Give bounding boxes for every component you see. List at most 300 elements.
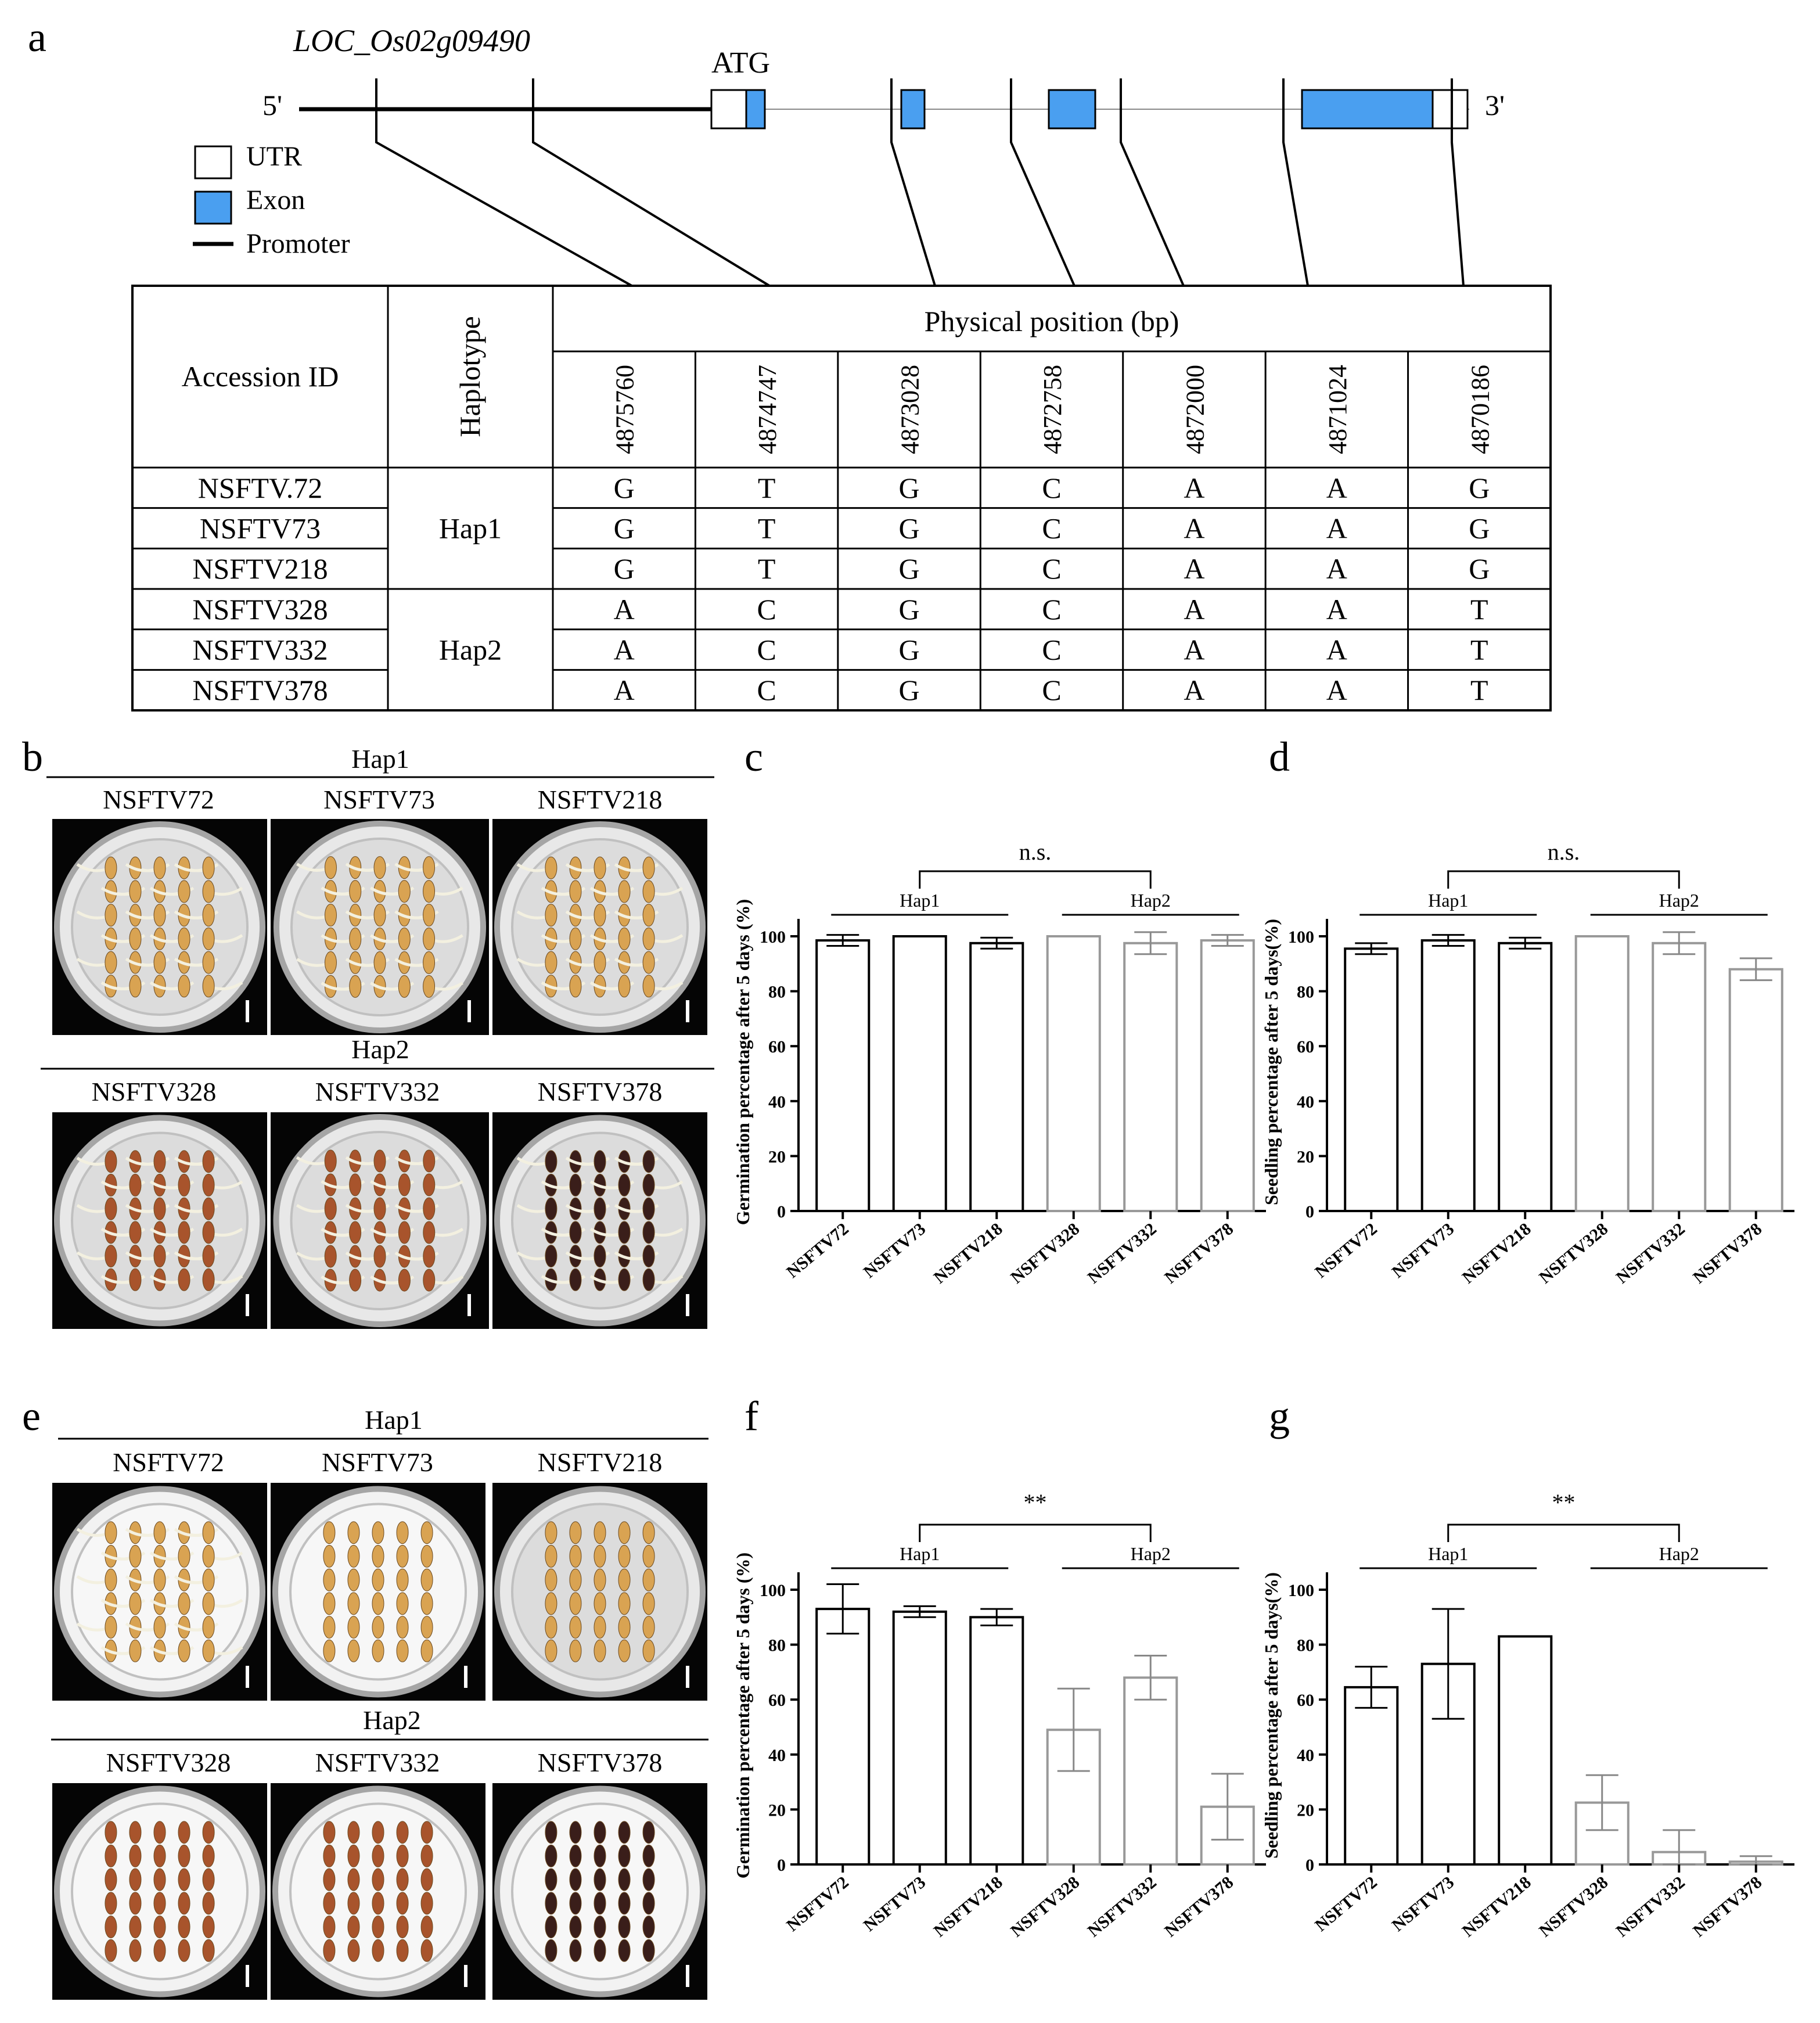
bar-nsftv73: [1422, 940, 1474, 1211]
y-tick-label: 80: [1297, 1636, 1314, 1655]
seed: [643, 951, 654, 973]
x-tick-label: NSFTV332: [1084, 1873, 1160, 1941]
seed: [130, 1869, 141, 1891]
petri-dish-photo: [52, 1483, 267, 1701]
seed: [594, 1845, 606, 1867]
seed: [618, 928, 630, 950]
seed: [618, 1616, 630, 1638]
seed: [570, 928, 581, 950]
seed: [421, 1545, 433, 1567]
x-tick-label: NSFTV378: [1689, 1873, 1766, 1941]
seed: [594, 1939, 606, 1961]
seed: [421, 1821, 433, 1844]
seed: [397, 1593, 408, 1615]
seed: [130, 1593, 141, 1615]
allele-cell: G: [898, 633, 920, 666]
five-prime-label: 5': [262, 89, 283, 121]
seed: [594, 904, 606, 926]
seed: [178, 1545, 190, 1567]
seed: [203, 1593, 214, 1615]
significance-bracket: [920, 871, 1151, 889]
seed: [570, 975, 581, 997]
seed: [618, 1593, 630, 1615]
exon-3-box: [1049, 90, 1095, 128]
seed: [130, 1821, 141, 1844]
seed: [594, 1569, 606, 1591]
seed: [545, 1593, 557, 1615]
petri-dish-photo: [271, 1112, 489, 1329]
seed: [643, 1916, 654, 1938]
seed: [643, 1616, 654, 1638]
position-header: 4871024: [1323, 365, 1352, 454]
seed: [325, 1150, 336, 1172]
seed: [643, 1640, 654, 1662]
allele-cell: T: [1470, 633, 1488, 666]
haplotype-table: [132, 286, 1551, 710]
seed: [203, 1545, 214, 1567]
seed: [570, 1569, 581, 1591]
e-hap2-photos: [52, 1783, 707, 2000]
seed: [643, 857, 654, 879]
significance-label: **: [1552, 1489, 1576, 1515]
seed: [397, 1821, 408, 1844]
seed: [372, 1569, 384, 1591]
seed: [398, 1269, 410, 1291]
seed: [154, 951, 166, 973]
seed: [154, 857, 166, 879]
bar-nsftv218: [1499, 943, 1551, 1211]
seed: [130, 1545, 141, 1567]
allele-cell: A: [1326, 674, 1347, 707]
bar-nsftv73: [894, 936, 946, 1211]
allele-cell: A: [1326, 471, 1347, 504]
b-hap2-photos: [52, 1112, 707, 1329]
seed: [178, 1869, 190, 1891]
seed: [130, 1939, 141, 1961]
chart-g: [1261, 1489, 1794, 1941]
y-tick-label: 0: [777, 1856, 786, 1875]
gene-name: LOC_Os02g09490: [293, 23, 531, 58]
seed: [423, 1150, 435, 1172]
petri-dish-photo: [52, 819, 267, 1035]
accession-id-cell: NSFTV73: [199, 512, 321, 545]
seed: [105, 1198, 117, 1220]
seed: [154, 1892, 166, 1914]
seed: [397, 1845, 408, 1867]
seed: [421, 1916, 433, 1938]
seed: [423, 881, 435, 903]
y-tick-label: 40: [768, 1092, 786, 1112]
bar-nsftv332: [1653, 943, 1705, 1211]
accession-id-cell: NSFTV.72: [197, 471, 323, 504]
allele-cell: C: [1042, 552, 1062, 585]
seed: [325, 1245, 336, 1267]
exon-2-box: [901, 90, 925, 128]
significance-bracket: [1448, 871, 1679, 889]
panel-b: [22, 734, 714, 1329]
seed: [398, 975, 410, 997]
x-tick-label: NSFTV73: [859, 1873, 930, 1935]
seed: [570, 1916, 581, 1938]
seed: [203, 1174, 214, 1196]
seed: [154, 1845, 166, 1867]
seed: [374, 904, 386, 926]
bar-nsftv332: [1124, 1677, 1177, 1864]
seed: [323, 1593, 335, 1615]
hap2-group-label: Hap2: [1130, 890, 1171, 911]
y-tick-label: 0: [777, 1202, 786, 1221]
seed: [105, 904, 117, 926]
significance-label: n.s.: [1019, 839, 1052, 865]
seed: [423, 951, 435, 973]
seed: [105, 1616, 117, 1638]
petri-dish-photo: [492, 1783, 707, 2000]
seed: [397, 1522, 408, 1544]
bar-nsftv72: [817, 940, 869, 1211]
seed: [643, 1845, 654, 1867]
seed: [154, 1522, 166, 1544]
x-tick-label: NSFTV73: [859, 1219, 930, 1282]
three-prime-label: 3': [1485, 89, 1505, 121]
legend-utr-swatch: [195, 146, 231, 178]
seed: [423, 1245, 435, 1267]
x-tick-label: NSFTV218: [930, 1219, 1006, 1288]
seed: [398, 928, 410, 950]
seed: [105, 1522, 117, 1544]
allele-cell: T: [757, 471, 776, 504]
seed: [398, 1174, 410, 1196]
seed: [570, 1845, 581, 1867]
seed: [618, 1174, 630, 1196]
seed: [618, 1569, 630, 1591]
allele-cell: T: [1470, 674, 1488, 707]
allele-cell: C: [757, 674, 776, 707]
chart-f: [732, 1489, 1266, 1941]
position-header: 4872758: [1038, 365, 1067, 454]
allele-cell: C: [1042, 633, 1062, 666]
x-tick-label: NSFTV328: [1535, 1219, 1612, 1288]
seed: [643, 1892, 654, 1914]
seed: [203, 1916, 214, 1938]
allele-cell: A: [1326, 633, 1347, 666]
seed: [618, 1522, 630, 1544]
petri-dish-photo: [492, 819, 707, 1035]
seed: [323, 1569, 335, 1591]
seed: [323, 1845, 335, 1867]
seed: [325, 857, 336, 879]
seed: [323, 1640, 335, 1662]
y-tick-label: 100: [1288, 1581, 1314, 1600]
bar-nsftv332: [1124, 943, 1177, 1211]
seed: [421, 1569, 433, 1591]
seed: [178, 928, 190, 950]
seed: [545, 1616, 557, 1638]
seed: [421, 1869, 433, 1891]
y-tick-label: 40: [1297, 1092, 1314, 1112]
seed: [618, 881, 630, 903]
hap1-group-label: Hap1: [900, 890, 940, 911]
seed: [130, 975, 141, 997]
seed: [397, 1640, 408, 1662]
seed: [618, 1939, 630, 1961]
bar-nsftv218: [970, 1617, 1023, 1864]
x-tick-label: NSFTV328: [1007, 1219, 1084, 1288]
seed: [203, 1269, 214, 1291]
y-tick-label: 20: [1297, 1147, 1314, 1167]
seed: [323, 1522, 335, 1544]
seed: [423, 1221, 435, 1244]
seed: [545, 1151, 557, 1173]
position-header: 4874747: [753, 365, 782, 454]
x-tick-label: NSFTV328: [1007, 1873, 1084, 1941]
seed: [618, 1221, 630, 1244]
allele-cell: T: [757, 512, 776, 545]
seed: [323, 1916, 335, 1938]
seed: [178, 1892, 190, 1914]
seed: [372, 1892, 384, 1914]
chart-d: [1261, 839, 1794, 1288]
seed: [372, 1869, 384, 1891]
seed: [545, 1821, 557, 1844]
seed: [178, 1939, 190, 1961]
seed: [643, 1821, 654, 1844]
hap2-group-label: Hap2: [1659, 1543, 1699, 1564]
seed: [423, 1198, 435, 1220]
y-tick-label: 100: [760, 1581, 786, 1600]
accession-id-cell: NSFTV328: [192, 592, 328, 626]
seed: [105, 1869, 117, 1891]
seed: [178, 1174, 190, 1196]
seed: [348, 1869, 359, 1891]
seed: [203, 1522, 214, 1544]
x-tick-label: NSFTV332: [1084, 1219, 1160, 1288]
seed: [105, 1569, 117, 1591]
bar-nsftv328: [1048, 936, 1100, 1211]
seed: [545, 1522, 557, 1544]
significance-label: n.s.: [1547, 839, 1580, 865]
seed: [178, 1821, 190, 1844]
seed: [350, 1174, 361, 1196]
accession-id-cell: NSFTV378: [192, 674, 328, 707]
allele-cell: A: [1184, 592, 1205, 626]
legend-exon-swatch: [195, 192, 231, 224]
e-label-nsftv218: NSFTV218: [537, 1447, 663, 1477]
allele-cell: C: [1042, 674, 1062, 707]
seed: [348, 1522, 359, 1544]
seed: [154, 1869, 166, 1891]
seed: [398, 881, 410, 903]
seed: [372, 1845, 384, 1867]
petri-dish-photo: [271, 819, 489, 1035]
seed: [374, 1150, 386, 1172]
seed: [203, 1569, 214, 1591]
seed: [323, 1939, 335, 1961]
seed: [325, 1198, 336, 1220]
b-label-nsftv332: NSFTV332: [315, 1077, 440, 1106]
panel-letter-g: g: [1269, 1393, 1290, 1439]
allele-cell: G: [898, 512, 920, 545]
allele-cell: A: [1326, 592, 1347, 626]
seed: [203, 1845, 214, 1867]
seed: [203, 1221, 214, 1244]
allele-cell: C: [1042, 592, 1062, 626]
y-axis-label: Seedling percentage after 5 days(%): [1261, 919, 1282, 1205]
x-tick-label: NSFTV378: [1689, 1219, 1766, 1288]
seed: [545, 1845, 557, 1867]
seed: [372, 1545, 384, 1567]
haplotype-cell: Hap1: [438, 512, 502, 545]
seed: [372, 1916, 384, 1938]
x-tick-label: NSFTV72: [783, 1219, 853, 1282]
seed: [154, 1245, 166, 1267]
e-label-nsftv73: NSFTV73: [322, 1447, 433, 1477]
seed: [594, 1545, 606, 1567]
seed: [643, 1939, 654, 1961]
seed: [398, 1221, 410, 1244]
seed: [545, 1198, 557, 1220]
bar-nsftv72: [817, 1609, 869, 1864]
seed: [105, 951, 117, 973]
e-label-nsftv378: NSFTV378: [537, 1748, 663, 1777]
header-haplotype: Haplotype: [454, 316, 486, 437]
seed: [348, 1593, 359, 1615]
hap1-group-label: Hap1: [1428, 890, 1469, 911]
panel-letter-c: c: [744, 734, 763, 780]
panel-letter-d: d: [1269, 734, 1290, 780]
seed: [203, 975, 214, 997]
seed: [372, 1640, 384, 1662]
seed: [570, 1869, 581, 1891]
seed: [203, 1869, 214, 1891]
allele-cell: C: [1042, 471, 1062, 504]
b-label-nsftv73: NSFTV73: [323, 785, 435, 814]
seed: [350, 1221, 361, 1244]
seed: [154, 904, 166, 926]
seed: [203, 1640, 214, 1662]
seed: [643, 975, 654, 997]
allele-cell: G: [898, 471, 920, 504]
allele-cell: G: [1469, 471, 1490, 504]
panel-letter-a: a: [28, 14, 46, 60]
seed: [618, 975, 630, 997]
y-axis-label: Germination percentage after 5 days (%): [732, 899, 753, 1226]
gene-legend: [193, 141, 350, 259]
seed: [618, 1821, 630, 1844]
seed: [178, 1269, 190, 1291]
allele-cell: C: [757, 592, 776, 626]
position-header: 4870186: [1466, 365, 1495, 454]
seed: [594, 1245, 606, 1267]
panel-letter-b: b: [22, 734, 43, 780]
seed: [372, 1939, 384, 1961]
seed: [130, 1174, 141, 1196]
seed: [423, 1269, 435, 1291]
seed: [154, 1569, 166, 1591]
seed: [203, 1151, 214, 1173]
header-accession-id: Accession ID: [181, 360, 339, 393]
bar-nsftv218: [1499, 1636, 1551, 1864]
seed: [421, 1616, 433, 1638]
seed: [570, 1221, 581, 1244]
seed: [594, 1821, 606, 1844]
y-tick-label: 20: [1297, 1801, 1314, 1820]
seed: [372, 1616, 384, 1638]
e-hap1-photos: [52, 1483, 707, 1701]
seed: [643, 1174, 654, 1196]
bar-nsftv73: [894, 1612, 946, 1864]
seed: [374, 1245, 386, 1267]
seed: [203, 1939, 214, 1961]
seed: [323, 1545, 335, 1567]
seed: [421, 1939, 433, 1961]
seed: [397, 1616, 408, 1638]
seed: [130, 1221, 141, 1244]
seed: [594, 1916, 606, 1938]
seed: [178, 881, 190, 903]
seed: [570, 1522, 581, 1544]
position-header: 4873028: [895, 365, 925, 454]
seed: [643, 1198, 654, 1220]
y-tick-label: 0: [1305, 1202, 1314, 1221]
seed: [154, 1151, 166, 1173]
utr-5-box: [711, 90, 746, 128]
seed: [154, 1198, 166, 1220]
seed: [643, 1869, 654, 1891]
y-axis-label: Seedling percentage after 5 days(%): [1261, 1572, 1282, 1859]
significance-label: **: [1023, 1489, 1047, 1515]
seed: [325, 951, 336, 973]
seed: [643, 1221, 654, 1244]
seed: [594, 1892, 606, 1914]
x-tick-label: NSFTV72: [1311, 1219, 1381, 1282]
seed: [421, 1845, 433, 1867]
seed: [618, 1916, 630, 1938]
seed: [421, 1593, 433, 1615]
e-label-nsftv328: NSFTV328: [106, 1748, 231, 1777]
accession-id-cell: NSFTV218: [192, 552, 328, 585]
x-tick-label: NSFTV218: [1458, 1873, 1535, 1941]
chart-c: [732, 839, 1266, 1288]
seed: [348, 1616, 359, 1638]
seed: [203, 904, 214, 926]
seed: [105, 1916, 117, 1938]
seed: [350, 881, 361, 903]
seed: [323, 1821, 335, 1844]
atg-label: ATG: [711, 46, 771, 80]
bar-nsftv72: [1345, 948, 1397, 1211]
seed: [130, 1916, 141, 1938]
x-tick-label: NSFTV378: [1161, 1873, 1238, 1941]
seed: [545, 1545, 557, 1567]
seed: [545, 1892, 557, 1914]
accession-id-cell: NSFTV332: [192, 633, 328, 666]
allele-cell: G: [613, 471, 635, 504]
allele-cell: A: [1184, 471, 1205, 504]
seed: [203, 857, 214, 879]
seed: [105, 857, 117, 879]
bar-nsftv218: [970, 943, 1023, 1211]
seed: [105, 1151, 117, 1173]
seed: [570, 1939, 581, 1961]
seed: [348, 1569, 359, 1591]
seed: [618, 1869, 630, 1891]
seed: [374, 951, 386, 973]
seed: [421, 1522, 433, 1544]
b-label-nsftv378: NSFTV378: [537, 1077, 663, 1106]
seed: [178, 1916, 190, 1938]
bar-nsftv378: [1202, 940, 1254, 1211]
x-tick-label: NSFTV332: [1612, 1219, 1689, 1288]
